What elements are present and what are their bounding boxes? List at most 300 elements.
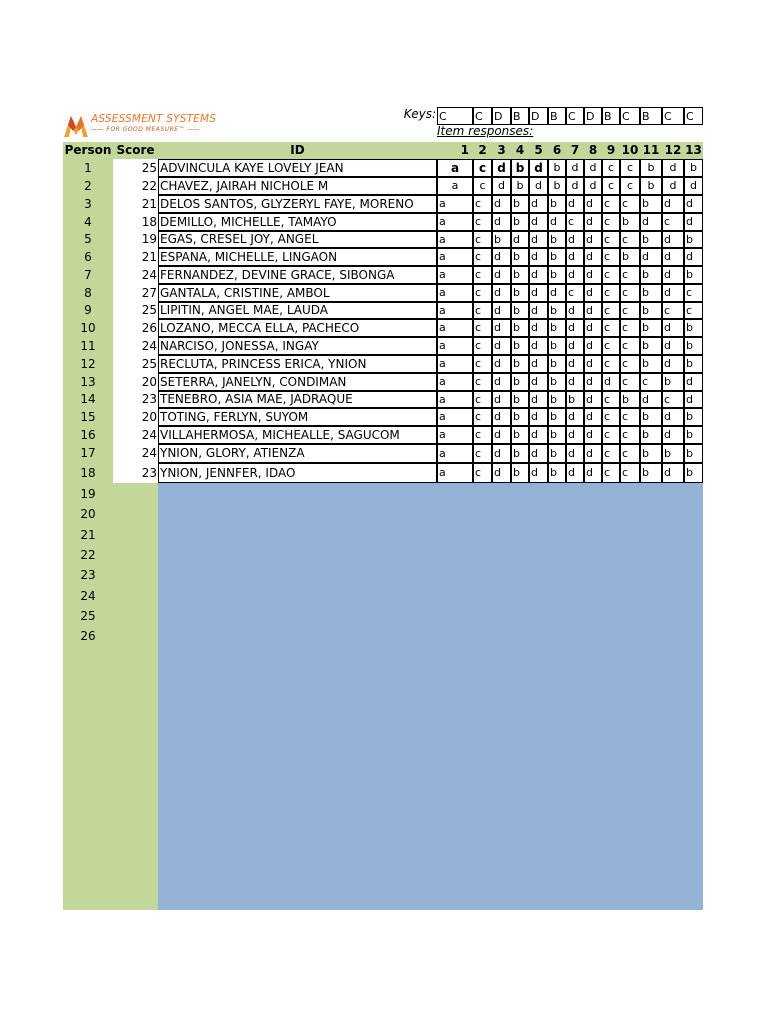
score-cell: 22 (141, 179, 157, 193)
response-cell: d (584, 391, 602, 408)
person-number: 1 (63, 159, 113, 177)
response-cell: c (602, 355, 620, 373)
response-cell: b (511, 408, 529, 426)
response-cell: b (511, 355, 529, 373)
response-cell: c (473, 159, 492, 177)
response-cell: c (620, 408, 640, 426)
response-cell: c (620, 319, 640, 337)
person-number: 2 (63, 177, 113, 195)
person-number: 17 (63, 444, 113, 463)
response-cell: d (529, 159, 548, 177)
response-cell: d (684, 195, 703, 213)
response-cell: a (437, 248, 473, 266)
response-cell: b (684, 444, 703, 463)
score-cell: 27 (141, 286, 157, 300)
response-cell: d (566, 408, 584, 426)
response-cell: d (584, 426, 602, 444)
response-cell: d (662, 337, 684, 355)
person-number: 20 (80, 507, 96, 522)
response-cell: c (602, 159, 620, 177)
response-cell: d (492, 177, 511, 195)
response-cell: b (684, 426, 703, 444)
student-id-cell: NARCISO, JONESSA, INGAY (158, 337, 437, 355)
score-cell: 24 (141, 428, 157, 442)
response-cell: d (529, 463, 548, 483)
response-cell: d (662, 408, 684, 426)
response-cell: c (620, 159, 640, 177)
response-cell: c (602, 195, 620, 213)
response-cell: d (662, 284, 684, 302)
response-cell: c (620, 373, 640, 391)
response-cell: d (492, 408, 511, 426)
response-cell: d (492, 426, 511, 444)
assessment-systems-logo (63, 111, 217, 141)
response-cell: d (566, 444, 584, 463)
response-cell: c (620, 266, 640, 284)
response-cell: b (511, 284, 529, 302)
response-cell: b (566, 391, 584, 408)
key-cell-13: C (684, 107, 703, 125)
response-cell: b (511, 248, 529, 266)
response-cell: c (602, 463, 620, 483)
response-cell: a (437, 408, 473, 426)
response-cell: d (584, 408, 602, 426)
response-cell: a (437, 159, 473, 177)
response-cell: b (511, 444, 529, 463)
response-cell: d (662, 463, 684, 483)
header-score: Score (113, 142, 158, 159)
response-cell: c (620, 463, 640, 483)
response-cell: c (620, 195, 640, 213)
person-number: 4 (63, 213, 113, 231)
response-cell: b (640, 426, 662, 444)
response-cell: b (511, 463, 529, 483)
response-cell: d (584, 177, 602, 195)
response-cell: b (640, 337, 662, 355)
response-cell: d (684, 373, 703, 391)
response-cell: b (548, 302, 566, 319)
response-cell: d (584, 302, 602, 319)
response-cell: b (548, 355, 566, 373)
response-cell: d (492, 195, 511, 213)
person-number: 22 (80, 547, 96, 562)
response-cell: b (640, 444, 662, 463)
header-item-5: 5 (529, 142, 548, 159)
response-cell: b (511, 213, 529, 231)
response-cell: b (511, 302, 529, 319)
response-cell: d (529, 444, 548, 463)
person-number: 10 (63, 319, 113, 337)
response-cell: c (473, 373, 492, 391)
student-id-cell: RECLUTA, PRINCESS ERICA, YNION (158, 355, 437, 373)
student-id-cell: FERNANDEZ, DEVINE GRACE, SIBONGA (158, 266, 437, 284)
response-cell: d (662, 231, 684, 248)
response-cell: a (437, 463, 473, 483)
response-cell: c (473, 231, 492, 248)
person-number: 8 (63, 284, 113, 302)
student-id-cell: ESPANA, MICHELLE, LINGAON (158, 248, 437, 266)
response-cell: c (473, 408, 492, 426)
response-cell: b (662, 444, 684, 463)
student-id-cell: SETERRA, JANELYN, CONDIMAN (158, 373, 437, 391)
response-cell: b (640, 319, 662, 337)
response-cell: d (566, 231, 584, 248)
response-cell: c (602, 266, 620, 284)
response-cell: c (620, 444, 640, 463)
student-id-cell: YNION, JENNFER, IDAO (158, 463, 437, 483)
response-cell: d (529, 248, 548, 266)
response-cell: a (437, 355, 473, 373)
key-cell-8: D (584, 107, 602, 125)
response-cell: c (473, 195, 492, 213)
brand-line2: —— FOR GOOD MEASURE™ —— (91, 126, 201, 133)
response-cell: c (602, 337, 620, 355)
response-cell: d (662, 195, 684, 213)
score-cell: 23 (141, 392, 157, 406)
response-cell: c (473, 284, 492, 302)
response-cell: b (684, 337, 703, 355)
person-number: 13 (63, 373, 113, 391)
response-cell: d (584, 463, 602, 483)
response-cell: c (602, 408, 620, 426)
person-number: 12 (63, 355, 113, 373)
response-cell: d (584, 231, 602, 248)
response-cell: c (602, 319, 620, 337)
keys-label: Keys: (403, 107, 436, 121)
key-cell-4: B (511, 107, 529, 125)
response-cell: d (492, 373, 511, 391)
person-number: 19 (80, 487, 96, 501)
response-cell: b (640, 177, 662, 195)
header-item-12: 12 (662, 142, 684, 159)
response-cell: d (584, 248, 602, 266)
score-cell: 23 (141, 466, 157, 480)
response-cell: b (548, 444, 566, 463)
response-cell: b (620, 248, 640, 266)
response-cell: c (602, 444, 620, 463)
student-id-cell: TOTING, FERLYN, SUYOM (158, 408, 437, 426)
response-cell: d (566, 177, 584, 195)
response-cell: a (437, 177, 473, 195)
score-cell: 20 (141, 375, 157, 389)
header-item-3: 3 (492, 142, 511, 159)
response-cell: b (548, 248, 566, 266)
response-cell: c (473, 463, 492, 483)
response-cell: c (640, 373, 662, 391)
response-cell: b (662, 373, 684, 391)
response-cell: d (529, 195, 548, 213)
response-cell: c (620, 426, 640, 444)
response-cell: c (566, 284, 584, 302)
response-cell: d (492, 213, 511, 231)
person-number: 16 (63, 426, 113, 444)
person-number: 6 (63, 248, 113, 266)
response-cell: d (584, 444, 602, 463)
response-cell: d (492, 337, 511, 355)
response-cell: c (473, 391, 492, 408)
response-cell: a (437, 426, 473, 444)
response-cell: b (620, 391, 640, 408)
response-cell: d (584, 319, 602, 337)
response-cell: b (640, 284, 662, 302)
header-item-6: 6 (548, 142, 566, 159)
score-cell: 26 (141, 321, 157, 335)
key-cell-2: C (473, 107, 492, 125)
response-cell: d (566, 355, 584, 373)
response-cell: d (529, 355, 548, 373)
response-cell: b (684, 266, 703, 284)
person-number: 5 (63, 231, 113, 248)
response-cell: d (529, 213, 548, 231)
response-cell: c (620, 284, 640, 302)
response-cell: c (602, 231, 620, 248)
response-cell: d (492, 391, 511, 408)
person-number: 7 (63, 266, 113, 284)
response-cell: d (492, 284, 511, 302)
response-cell: d (529, 231, 548, 248)
response-cell: b (684, 159, 703, 177)
response-cell: d (684, 177, 703, 195)
response-cell: b (548, 337, 566, 355)
response-cell: d (492, 444, 511, 463)
response-cell: c (473, 337, 492, 355)
response-cell: d (529, 266, 548, 284)
response-cell: b (684, 231, 703, 248)
score-cell: 24 (141, 446, 157, 460)
response-cell: d (584, 195, 602, 213)
response-cell: c (473, 266, 492, 284)
person-number: 15 (63, 408, 113, 426)
score-cell: 20 (141, 410, 157, 424)
score-cell: 25 (141, 161, 157, 175)
response-cell: c (620, 177, 640, 195)
header-id: ID (158, 142, 437, 159)
key-cell-10: C (620, 107, 640, 125)
person-number: 14 (63, 391, 113, 408)
response-cell: c (473, 213, 492, 231)
response-cell: d (662, 426, 684, 444)
response-cell: d (566, 195, 584, 213)
response-cell: d (566, 159, 584, 177)
response-cell: d (566, 337, 584, 355)
response-cell: d (662, 177, 684, 195)
response-cell: d (684, 248, 703, 266)
response-cell: d (640, 391, 662, 408)
key-cell-9: B (602, 107, 620, 125)
response-cell: b (511, 391, 529, 408)
response-cell: b (640, 355, 662, 373)
brand-line1: ASSESSMENT SYSTEMS (91, 113, 217, 125)
response-cell: a (437, 337, 473, 355)
response-cell: a (437, 284, 473, 302)
score-cell: 25 (141, 303, 157, 317)
key-cell-1: C (437, 107, 473, 125)
person-number: 25 (80, 608, 96, 623)
response-cell: a (437, 266, 473, 284)
response-cell: b (620, 213, 640, 231)
response-cell: c (620, 337, 640, 355)
header-item-9: 9 (602, 142, 620, 159)
response-cell: c (620, 231, 640, 248)
key-cell-12: C (662, 107, 684, 125)
response-cell: d (529, 426, 548, 444)
response-cell: b (492, 231, 511, 248)
response-cell: d (684, 213, 703, 231)
response-cell: c (602, 426, 620, 444)
response-cell: c (662, 302, 684, 319)
response-cell: b (640, 195, 662, 213)
student-id-cell: CHAVEZ, JAIRAH NICHOLE M (158, 177, 437, 195)
response-cell: d (529, 391, 548, 408)
response-cell: b (511, 266, 529, 284)
response-cell: d (492, 463, 511, 483)
student-id-cell: TENEBRO, ASIA MAE, JADRAQUE (158, 391, 437, 408)
response-cell: d (584, 266, 602, 284)
response-cell: c (473, 426, 492, 444)
header-item-11: 11 (640, 142, 662, 159)
response-cell: d (529, 177, 548, 195)
student-id-cell: YNION, GLORY, ATIENZA (158, 444, 437, 463)
response-cell: d (529, 373, 548, 391)
response-cell: b (511, 426, 529, 444)
response-cell: b (548, 231, 566, 248)
response-cell: d (492, 355, 511, 373)
response-cell: c (473, 319, 492, 337)
response-cell: d (584, 373, 602, 391)
response-cell: c (602, 213, 620, 231)
person-number: 3 (63, 195, 113, 213)
response-cell: a (437, 373, 473, 391)
response-cell: d (584, 284, 602, 302)
response-cell: d (662, 248, 684, 266)
response-cell: b (684, 319, 703, 337)
response-cell: c (620, 355, 640, 373)
response-cell: b (684, 408, 703, 426)
response-cell: b (548, 426, 566, 444)
header-item-13: 13 (685, 143, 702, 157)
response-cell: b (684, 355, 703, 373)
response-cell: c (684, 284, 703, 302)
header-item-7: 7 (566, 142, 584, 159)
response-cell: c (602, 391, 620, 408)
response-cell: d (662, 319, 684, 337)
response-cell: a (437, 391, 473, 408)
response-cell: b (511, 159, 529, 177)
response-cell: a (437, 213, 473, 231)
student-id-cell: ADVINCULA KAYE LOVELY JEAN (158, 159, 437, 177)
response-cell: b (548, 373, 566, 391)
response-cell: d (492, 266, 511, 284)
header-item-8: 8 (584, 142, 602, 159)
response-cell: d (566, 248, 584, 266)
response-cell: d (529, 408, 548, 426)
response-cell: c (602, 177, 620, 195)
response-cell: b (640, 231, 662, 248)
response-cell: b (640, 408, 662, 426)
key-cell-3: D (492, 107, 511, 125)
response-cell: b (548, 463, 566, 483)
response-cell: a (437, 444, 473, 463)
response-cell: c (473, 302, 492, 319)
response-cell: d (529, 319, 548, 337)
response-cell: d (584, 337, 602, 355)
score-cell: 18 (141, 215, 157, 229)
response-cell: b (511, 337, 529, 355)
response-cell: b (640, 159, 662, 177)
student-id-cell: LIPITIN, ANGEL MAE, LAUDA (158, 302, 437, 319)
response-cell: b (640, 463, 662, 483)
response-cell: b (511, 373, 529, 391)
response-cell: d (640, 213, 662, 231)
score-cell: 25 (141, 357, 157, 371)
response-cell: d (492, 319, 511, 337)
response-cell: d (584, 355, 602, 373)
response-cell: c (473, 355, 492, 373)
response-cell: d (584, 159, 602, 177)
response-cell: d (566, 319, 584, 337)
response-cell: c (662, 213, 684, 231)
response-cell: d (662, 266, 684, 284)
response-cell: b (548, 391, 566, 408)
response-cell: a (437, 302, 473, 319)
response-cell: b (548, 159, 566, 177)
score-cell: 24 (141, 339, 157, 353)
response-cell: d (640, 248, 662, 266)
response-cell: c (684, 302, 703, 319)
header-item-4: 4 (511, 142, 529, 159)
response-cell: d (529, 284, 548, 302)
student-id-cell: EGAS, CRESEL JOY, ANGEL (158, 231, 437, 248)
response-cell: d (662, 159, 684, 177)
score-cell: 19 (141, 232, 157, 246)
score-cell: 21 (141, 197, 157, 211)
response-cell: b (640, 302, 662, 319)
response-cell: d (548, 284, 566, 302)
response-cell: c (620, 302, 640, 319)
response-cell: b (548, 195, 566, 213)
student-id-cell: DEMILLO, MICHELLE, TAMAYO (158, 213, 437, 231)
person-number: 9 (63, 302, 113, 319)
response-cell: b (640, 266, 662, 284)
response-cell: d (602, 373, 620, 391)
header-item-2: 2 (473, 142, 492, 159)
response-cell: d (529, 302, 548, 319)
response-cell: d (662, 355, 684, 373)
response-cell: c (473, 444, 492, 463)
response-cell: d (566, 426, 584, 444)
person-number: 26 (80, 629, 96, 644)
response-cell: d (492, 302, 511, 319)
student-id-cell: GANTALA, CRISTINE, AMBOL (158, 284, 437, 302)
response-cell: b (548, 319, 566, 337)
response-cell: b (511, 319, 529, 337)
person-number: 11 (63, 337, 113, 355)
response-cell: b (684, 463, 703, 483)
response-cell: d (566, 302, 584, 319)
response-cell: d (548, 213, 566, 231)
response-cell: d (566, 373, 584, 391)
response-cell: d (492, 248, 511, 266)
score-cell: 21 (141, 250, 157, 264)
response-cell: c (566, 213, 584, 231)
student-id-cell: LOZANO, MECCA ELLA, PACHECO (158, 319, 437, 337)
key-cell-5: D (529, 107, 548, 125)
response-cell: b (511, 177, 529, 195)
item-responses-label: Item responses: (437, 124, 534, 138)
header-item-10: 10 (621, 143, 639, 157)
response-cell: d (584, 213, 602, 231)
response-cell: c (662, 391, 684, 408)
